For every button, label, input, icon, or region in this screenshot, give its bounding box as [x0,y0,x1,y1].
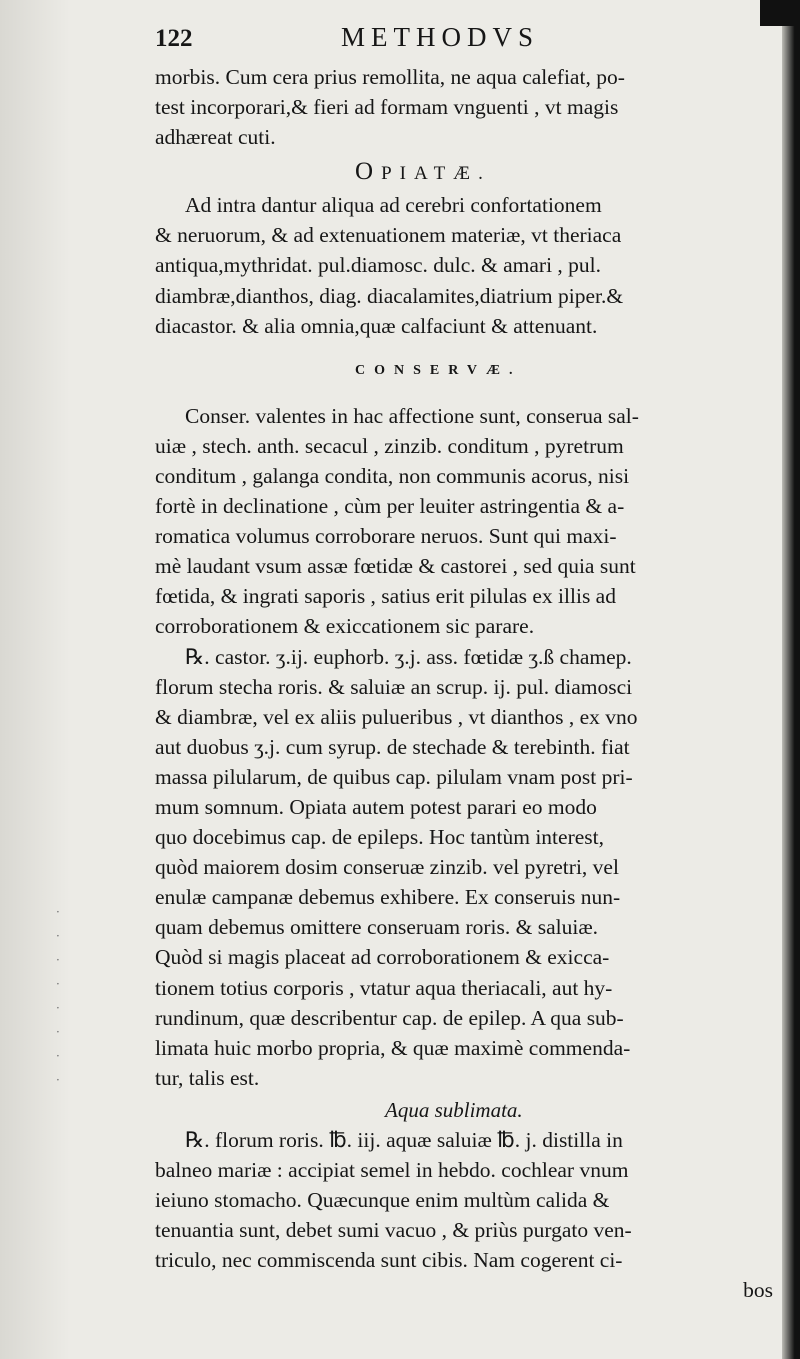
text-line: & neruorum, & ad extenuationem materiæ, vt theriaca [155,223,622,248]
page-edge [782,0,800,1359]
running-title: METHODVS [341,22,540,52]
catchword: bos [743,1278,773,1303]
text-line: corroborationem & exiccationem sic parare. [155,614,535,639]
top-paragraph [155,62,765,152]
text-line: quo docebimus cap. de epileps. Hoc tantùm interest, [155,825,604,850]
text-line: florum stecha roris. & saluiæ an scrup. ij. pul. diamosci [155,674,633,699]
text-line: fœtida, & ingrati saporis , satius erit pilulas ex illis ad [155,584,616,609]
text-line: romatica volumus corroborare neruos. Sunt qui maxi- [155,524,617,549]
text-line: morbis. Cum cera prius remollita, ne aqua calefiat, po- [155,65,625,89]
text-line: balneo mariæ : accipiat semel in hebdo. cochlear vnum [155,1158,629,1182]
text-line: aut duobus ʒ.j. cum syrup. de stechade & terebinth. fiat [155,734,630,759]
section-heading-opiatae: OPIATÆ. [355,158,491,186]
text-line: tur, talis est. [155,1065,260,1090]
text-line: conditum , galanga condita, non communis acorus, nisi [155,463,630,488]
text-line: Conser. valentes in hac affectione sunt, conserua sal- [185,403,639,428]
text-line: quòd maiorem dosim conseruæ zinzib. vel pyretri, vel [155,855,619,880]
text-line: Ad intra dantur aliqua ad cerebri confortationem [185,193,602,218]
text-line: adhæreat cuti. [155,125,276,150]
background-corner [760,0,800,26]
text-line: massa pilularum, de quibus cap. pilulam vnam post pri- [155,764,633,789]
margin-marks: · · · · · · · · [56,905,60,1087]
running-head [155,20,765,60]
text-page [155,20,773,1305]
text-line: antiqua,mythridat. pul.diamosc. dulc. & amari , pul. [155,253,602,278]
text-line: test incorporari,& fieri ad formam vnguenti , vt magis [155,95,619,120]
text-line: fortè in declinatione , cùm per leuiter astringentia & a- [155,494,625,519]
recipe-paragraph [155,642,765,1093]
conservae-paragraph [155,401,765,642]
section-heading-conservae: CONSERVÆ. [355,362,522,378]
text-line: rundinum, quæ describentur cap. de epilep. A qua sub- [155,1005,624,1030]
aqua-paragraph [155,1125,765,1275]
text-line: ℞. castor. ʒ.ij. euphorb. ʒ.j. ass. fœtidæ ʒ.ß chamep. [185,644,632,669]
section-heading-aqua: Aqua sublimata. [385,1097,523,1122]
text-line: quam debemus omittere conseruam roris. & saluiæ. [155,915,599,940]
opiatae-paragraph [155,190,765,340]
text-line: Quòd si magis placeat ad corroborationem & exicca- [155,945,610,970]
text-line: diacastor. & alia omnia,quæ calfaciunt & attenuant. [155,313,598,338]
page-number: 122 [155,25,193,52]
text-line: ieiuno stomacho. Quæcunque enim multùm calida & [155,1188,610,1213]
text-line: tenuantia sunt, debet sumi vacuo , & priùs purgato ven- [155,1218,632,1243]
text-line: enulæ campanæ debemus exhibere. Ex conseruis nun- [155,885,621,910]
text-line: tionem totius corporis , vtatur aqua theriacali, aut hy- [155,975,613,1000]
text-line: limata huic morbo propria, & quæ maximè commenda- [155,1035,631,1060]
text-line: ℞. florum roris. ℔. iij. aquæ saluiæ ℔. j. distilla in [185,1127,623,1152]
text-line: triculo, nec commiscenda sunt cibis. Nam cogerent ci- [155,1248,623,1273]
text-line: diambræ,dianthos, diag. diacalamites,diatrium piper.& [155,283,624,308]
text-line: uiæ , stech. anth. secacul , zinzib. conditum , pyretrum [155,433,624,458]
text-line: mum somnum. Opiata autem potest parari eo modo [155,794,597,819]
text-line: & diambræ, vel ex aliis pulueribus , vt dianthos , ex vno [155,704,638,729]
text-line: mè laudant vsum assæ fœtidæ & castorei , sed quia sunt [155,554,636,579]
